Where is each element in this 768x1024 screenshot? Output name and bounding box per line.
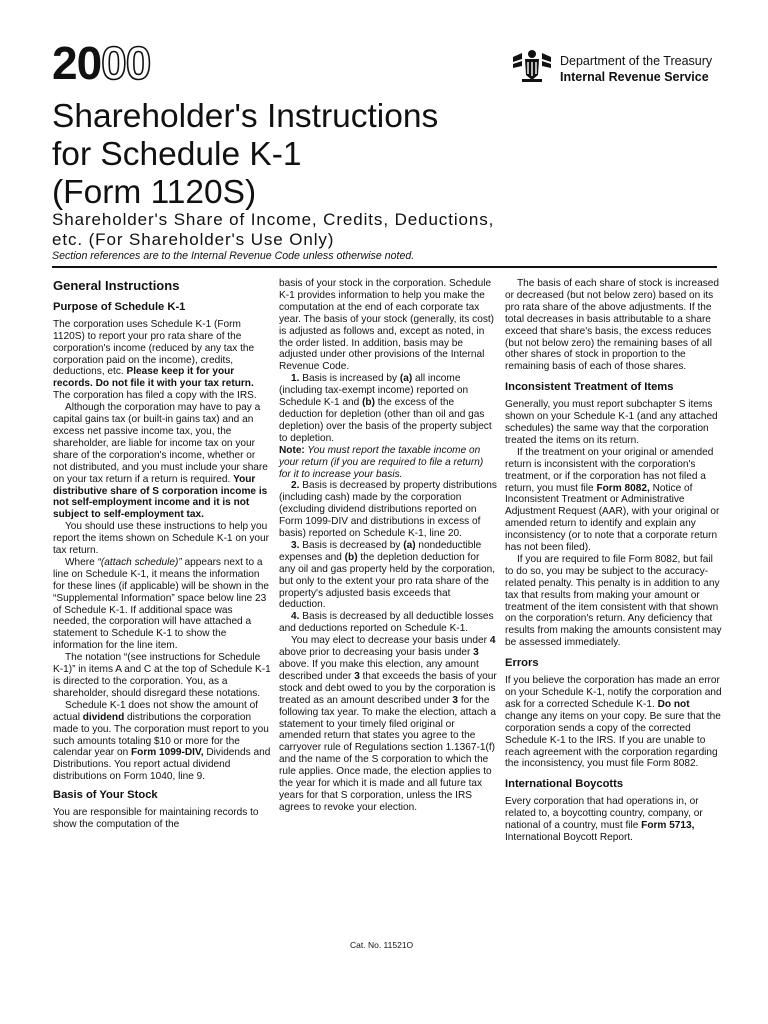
purpose-heading: Purpose of Schedule K-1 — [53, 300, 186, 313]
note: Note: You must report the taxable income on your return (if you are required to file a return) for it to increase your basis. — [279, 444, 484, 480]
paragraph: You may elect to decrease your basis under 4 above prior to decreasing your basis under 3 above. If you make this election, any amount described under 3 that exceeds the basis of your stock and debt owed to you by the corporation is treated as an amount described under 3 for the following tax year. To make the election, attach a statement to your timely filed original or amended return that states you agree to the carryover rule of Regulations section 1.1367-1(f) and the name of the S corporation to which the rule applies. Once made, the election applies to the year for which it is made and all future tax years for that S corporation, unless the IRS agrees to revoke your election. — [279, 635, 497, 813]
list-item: 1. Basis is increased by (a) all income (including tax-exempt income) reported on Schedule K-1 and (b) the excess of the deduction for depletion (other than oil and gas depletion) over the basis of the property subject to depletion. — [279, 373, 492, 444]
paragraph: Generally, you must report subchapter S items shown on your Schedule K-1 (and any attached schedules) the same way that the corporation treated the items on its return. — [505, 399, 718, 446]
errors-heading: Errors — [505, 657, 539, 670]
section-references-note: Section references are to the Internal Revenue Code unless otherwise noted. — [52, 250, 415, 262]
international-boycotts-heading: International Boycotts — [505, 778, 624, 791]
general-instructions-heading: General Instructions — [53, 278, 180, 293]
list-item: 4. Basis is decreased by all deductible losses and deductions reported on Schedule K-1. — [279, 611, 494, 635]
document-title: Shareholder's Instructions for Schedule K-1 (Form 1120S) — [52, 98, 439, 211]
header-divider — [52, 266, 717, 268]
paragraph: basis of your stock in the corporation. Schedule K-1 provides information to help you make the computation at the end of each corporate tax year. The basis of your stock (generally, its cost) is adjusted as follows and, except as noted, in the order listed. In addition, basis may be adjusted under other provisions of the Internal Revenue Code. — [279, 278, 495, 373]
paragraph: You should use these instructions to help you report the items shown on Schedule K-1 on your tax return. — [53, 521, 270, 557]
column-1 — [53, 278, 271, 831]
paragraph: If the treatment on your original or amended return is inconsistent with the corporation's treatment, or if the corporation has not filed a return, you must file Form 8082, Notice of Inconsistent Treatment or Administrative Adjustment Request (AAR), with your original or amended return to identify and explain any inconsistency (or to note that a corporate return has not been filed). — [505, 446, 720, 554]
basis-heading: Basis of Your Stock — [53, 789, 158, 802]
column-3 — [505, 278, 723, 844]
irs-line: Internal Revenue Service — [560, 70, 709, 84]
paragraph: You are responsible for maintaining records to show the computation of the — [53, 807, 259, 830]
inconsistent-treatment-heading: Inconsistent Treatment of Items — [505, 381, 674, 394]
column-2 — [279, 278, 497, 814]
document-subtitle: Shareholder's Share of Income, Credits, Deductions, etc. (For Shareholder's Use Only) — [52, 210, 495, 249]
paragraph: The corporation uses Schedule K-1 (Form 1120S) to report your pro rata share of the corporation's income (reduced by any tax the corporation paid on the income), credits, deductions, etc. Please keep it for your records. Do not file it with your tax return. The corporation has filed a copy with the IRS. — [53, 318, 257, 402]
paragraph: The notation “(see instructions for Schedule K-1)” in items A and C at the top of Schedule K-1 is directed to the corporation. You, as a shareholder, should disregard these notations. — [53, 652, 271, 699]
form-year: 2000 — [52, 37, 151, 89]
irs-eagle-seal-icon — [510, 45, 554, 85]
paragraph: Where “(attach schedule)” appears next to a line on Schedule K-1, it means the information for these lines (if applicable) will be shown in the “Supplemental Information” space below line 23 of Schedule K-1. If additional space was needed, the corporation will have attached a statement to Schedule K-1 to show the information for the line item. — [53, 556, 270, 652]
paragraph: Although the corporation may have to pay a capital gains tax (or built-in gains tax) and an excess net passive income tax, you, the shareholder, are liable for income tax on your share of the corporation's income, whether or not distributed, and you must include your share on your tax return if a return is required. Your distributive share of S corporation income is not self-employment income and it is not subject to self-employment tax. — [53, 402, 268, 521]
paragraph: Every corporation that had operations in, or related to, a boycotting country, company, or national of a country, must file Form 5713, International Boycott Report. — [505, 796, 703, 843]
paragraph: If you believe the corporation has made an error on your Schedule K-1, notify the corporation and ask for a corrected Schedule K-1. Do not change any items on your copy. Be sure that the corporation sends a copy of the corrected Schedule K-1 to the IRS. If you are unable to reach agreement with the corporation regarding the inconsistency, you must file Form 8082. — [505, 675, 722, 770]
paragraph: Schedule K-1 does not show the amount of actual dividend distributions the corporation made to you. The corporation must report to you such amounts totaling $10 or more for the calendar year on Form 1099-DIV, Dividends and Distributions. You report actual dividend distributions on Form 1040, line 9. — [53, 699, 271, 783]
catalog-number: Cat. No. 11521O — [350, 940, 414, 950]
list-item: 3. Basis is decreased by (a) nondeductible expenses and (b) the depletion deduction for any oil and gas property held by the corporation, but only to the extent your pro rata share of the property's adjusted basis exceeds that deduction. — [279, 539, 496, 611]
department-line: Department of the Treasury — [560, 54, 713, 68]
agency-name — [560, 53, 712, 85]
paragraph: The basis of each share of stock is increased or decreased (but not below zero) based on its pro rata share of the above adjustments. If the total decreases in basis attributable to a share exceed that share's basis, the excess reduces (but not below zero) the remaining bases of all other shares of stock in proportion to the remaining basis of each of those shares. — [505, 278, 719, 373]
list-item: 2. Basis is decreased by property distributions (including cash) made by the corporation (excluding dividend distributions reported on Form 1099-DIV and distributions in excess of basis) reported on Schedule K-1, line 20. — [279, 480, 497, 540]
paragraph: If you are required to file Form 8082, but fail to do so, you may be subject to the accuracy-related penalty. This penalty is in addition to any tax that results from making your amount or treatment of the item consistent with that shown on the corporation's return. Any deficiency that results from making the amounts consistent may be assessed immediately. — [505, 553, 722, 649]
